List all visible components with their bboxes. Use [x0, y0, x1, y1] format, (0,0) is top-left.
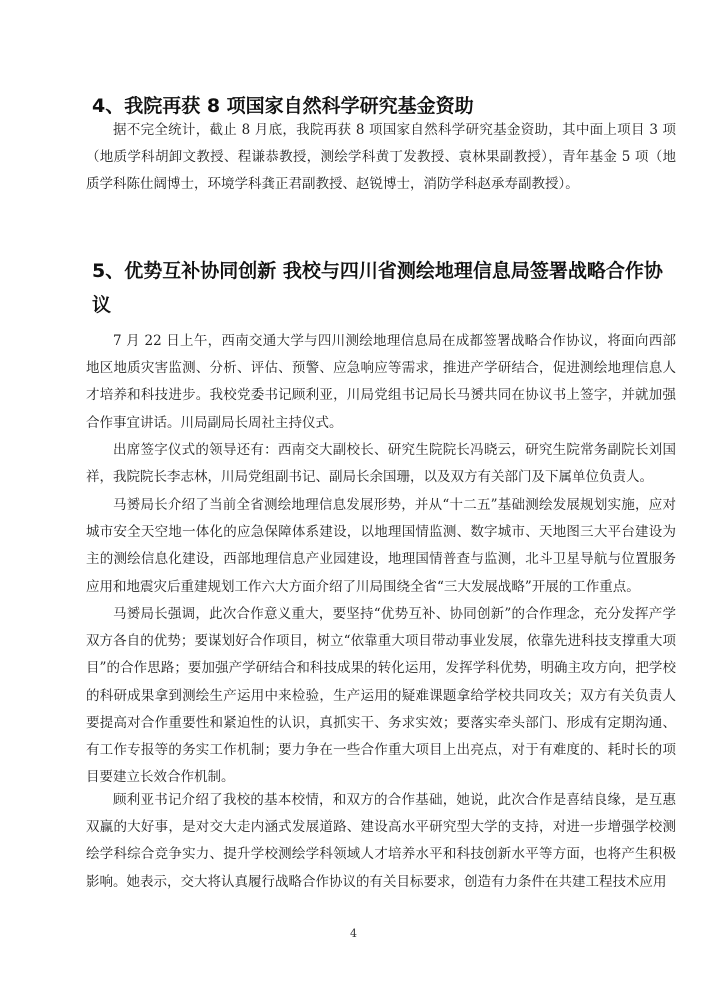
section-5-paragraph-3: 马赟局长介绍了当前全省测绘地理信息发展形势，并从“十二五”基础测绘发展规划实施，应对城市安全天空地一体化的应急保障体系建设，以地理国情监测、数字城市、天地图三大平台建设为主的测绘信息化建设，西部地理信息产业园建设，地理国情普查与监测，北斗卫星导航与位置服务应用和地震灾后重建规划工作六大方面介绍了川局围绕全省“三大发展战略”开展的工作重点。 [86, 497, 676, 595]
page-number: 4 [350, 927, 357, 940]
section-5-paragraph-2: 出席签字仪式的领导还有：西南交大副校长、研究生院院长冯晓云，研究生院常务副院长刘国祥，我院院长李志林，川局党组副书记、副局长余国珊，以及双方有关部门及下属单位负责人。 [86, 442, 676, 486]
section-5-paragraph-5: 顾利亚书记介绍了我校的基本校情，和双方的合作基础，她说，此次合作是喜结良缘，是互惠双赢的大好事，是对交大走内涵式发展道路、建设高水平研究型大学的支持，对进一步增强学校测绘学科综合竞争实力、提升学校测绘学科领域人才培养水平和科技创新水平等方面，也将产生积极影响。她表示，交大将认真履行战略合作协议的有关目标要求，创造有力条件在共建工程技术应用 [86, 792, 676, 890]
section-5-paragraph-4: 马赟局长强调，此次合作意义重大，要坚持“优势互补、协同创新”的合作理念，充分发挥产学双方各自的优势；要谋划好合作项目，树立“依靠重大项目带动事业发展，依靠先进科技支撑重大项目”的合作思路；要加强产学研结合和科技成果的转化运用，发挥学科优势，明确主攻方向，把学校的科研成果拿到测绘生产运用中来检验，生产运用的疑难课题拿给学校共同攻关；双方有关负责人要提高对合作重要性和紧迫性的认识，真抓实干、务求实效；要落实牵头部门、形成有定期沟通、有工作专报等的务实工作机制；要力争在一些合作重大项目上出亮点，对于有难度的、耗时长的项目要建立长效合作机制。 [86, 606, 676, 786]
section-5-heading: 5、优势互补协同创新 我校与四川省测绘地理信息局签署战略合作协议 [92, 260, 663, 316]
section-4-heading: 4、我院再获 8 项国家自然科学研究基金资助 [92, 95, 474, 117]
section-4-paragraph-1: 据不完全统计，截止 8 月底，我院再获 8 项国家自然科学研究基金资助，其中面上项目 3 项（地质学科胡卸文教授、程谦恭教授，测绘学科黄丁发教授、袁林果副教授），青年基金 5 项（地质学科陈仕阔博士，环境学科龚正君副教授、赵锐博士，消防学科赵承寿副教授）。 [86, 122, 676, 193]
section-5-paragraph-1: 7 月 22 日上午，西南交通大学与四川测绘地理信息局在成都签署战略合作协议，将面向西部地区地质灾害监测、分析、评估、预警、应急响应等需求，推进产学研结合，促进测绘地理信息人才培养和科技进步。我校党委书记顾利亚，川局党组书记局长马赟共同在协议书上签字，并就加强合作事宜讲话。川局副局长周社主持仪式。 [86, 333, 676, 431]
